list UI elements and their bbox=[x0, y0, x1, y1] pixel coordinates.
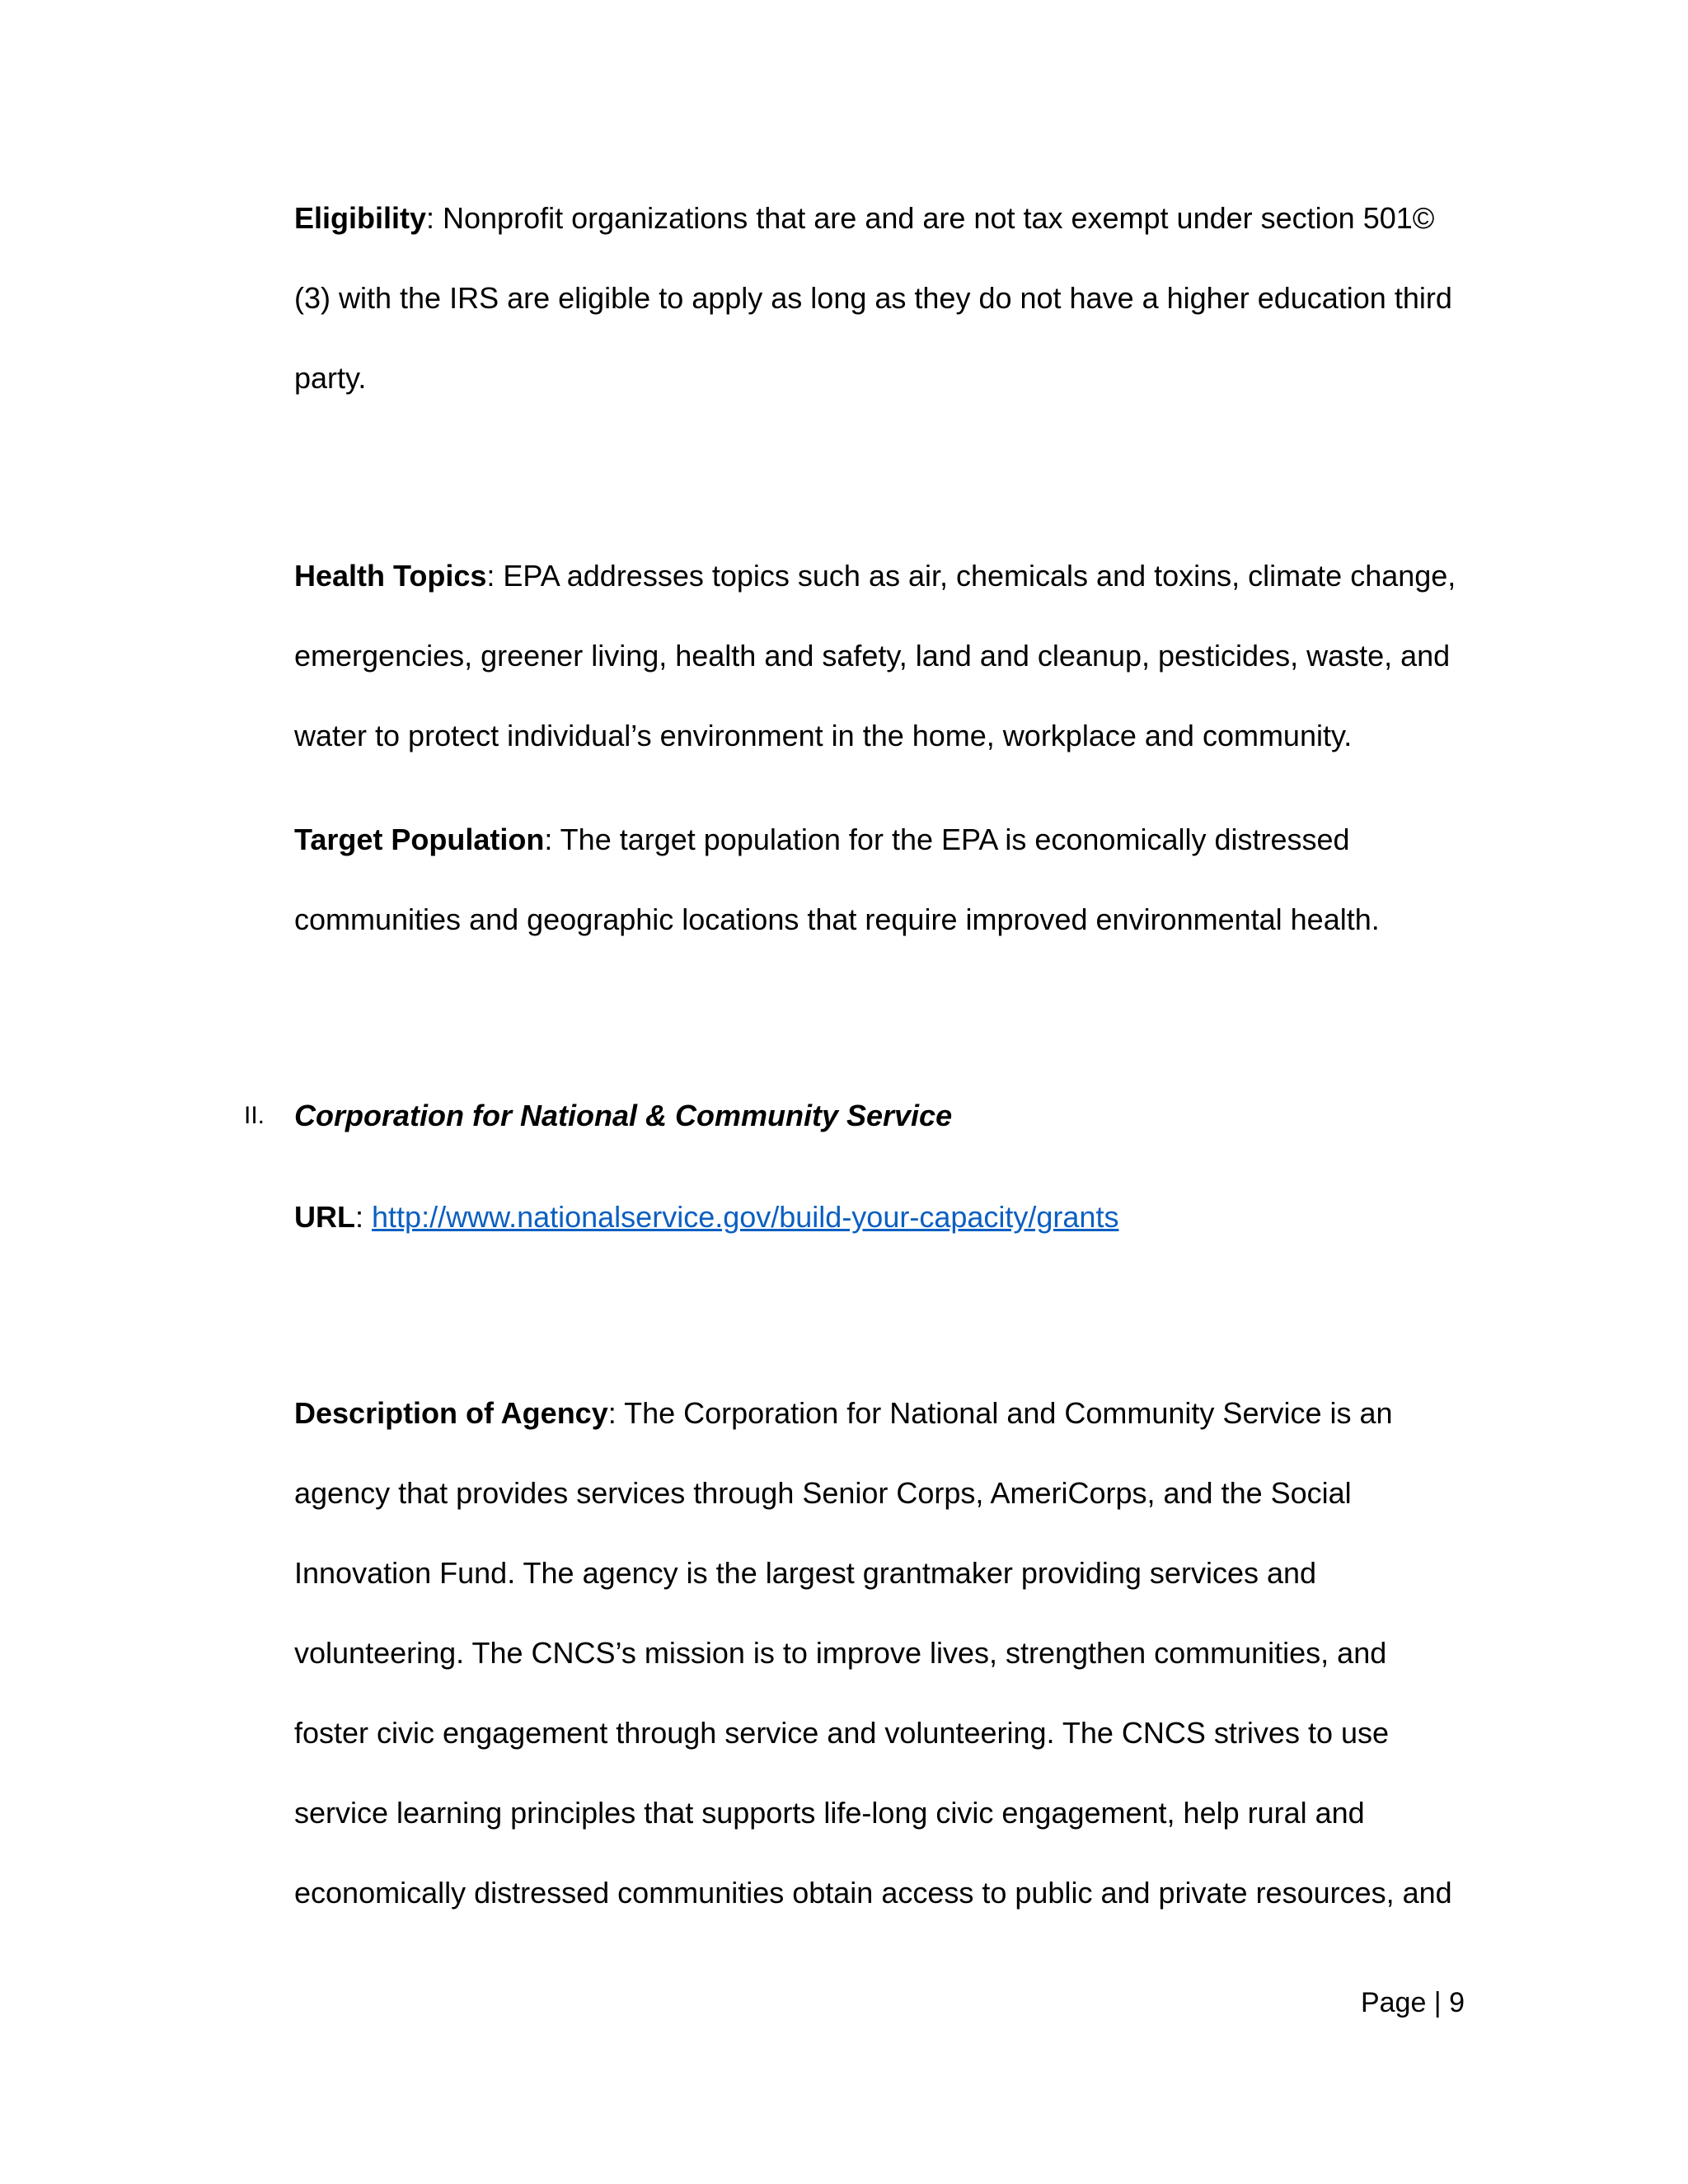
description-line-7: economically distressed communities obtain access to public and private resources, and bbox=[294, 1876, 1452, 1910]
target-population-paragraph bbox=[294, 799, 1481, 959]
section-title: Corporation for National & Community Service bbox=[294, 1099, 953, 1132]
url-label: URL bbox=[294, 1200, 355, 1234]
description-label: Description of Agency bbox=[294, 1396, 608, 1430]
section-number: II. bbox=[244, 1102, 265, 1129]
health-topics-label: Health Topics bbox=[294, 559, 487, 593]
eligibility-label: Eligibility bbox=[294, 201, 427, 235]
target-population-label: Target Population bbox=[294, 823, 545, 856]
eligibility-paragraph bbox=[294, 178, 1481, 418]
description-line-1: Description of Agency: The Corporation for National and Community Service is an bbox=[294, 1396, 1393, 1430]
description-line-4: volunteering. The CNCS’s mission is to improve lives, strengthen communities, and bbox=[294, 1636, 1387, 1670]
health-topics-line-1: Health Topics: EPA addresses topics such as air, chemicals and toxins, climate change, bbox=[294, 559, 1456, 593]
grants-url-link[interactable]: http://www.nationalservice.gov/build-your-capacity/grants bbox=[372, 1200, 1119, 1234]
description-paragraph bbox=[294, 1373, 1481, 1933]
health-topics-line-2: emergencies, greener living, health and safety, land and cleanup, pesticides, waste, and bbox=[294, 639, 1451, 673]
eligibility-line-1: Eligibility: Nonprofit organizations that are and are not tax exempt under section 501© bbox=[294, 201, 1435, 235]
description-line-5: foster civic engagement through service and volunteering. The CNCS strives to use bbox=[294, 1716, 1390, 1750]
description-line-6: service learning principles that supports life-long civic engagement, help rural and bbox=[294, 1796, 1365, 1830]
page-number: Page | 9 bbox=[1360, 1987, 1465, 2018]
target-population-line-2: communities and geographic locations that require improved environmental health. bbox=[294, 902, 1380, 936]
health-topics-paragraph bbox=[294, 536, 1481, 776]
description-line-2: agency that provides services through Senior Corps, AmeriCorps, and the Social bbox=[294, 1476, 1352, 1510]
target-population-line-1: Target Population: The target population for the EPA is economically distressed bbox=[294, 823, 1350, 856]
eligibility-line-2: (3) with the IRS are eligible to apply as long as they do not have a higher education third bbox=[294, 281, 1452, 315]
description-line-3: Innovation Fund. The agency is the largest grantmaker providing services and bbox=[294, 1556, 1317, 1590]
eligibility-line-3: party. bbox=[294, 361, 367, 395]
url-paragraph: URL: http://www.nationalservice.gov/build-your-capacity/grants bbox=[294, 1200, 1119, 1234]
health-topics-line-3: water to protect individual’s environment in the home, workplace and community. bbox=[294, 719, 1353, 752]
